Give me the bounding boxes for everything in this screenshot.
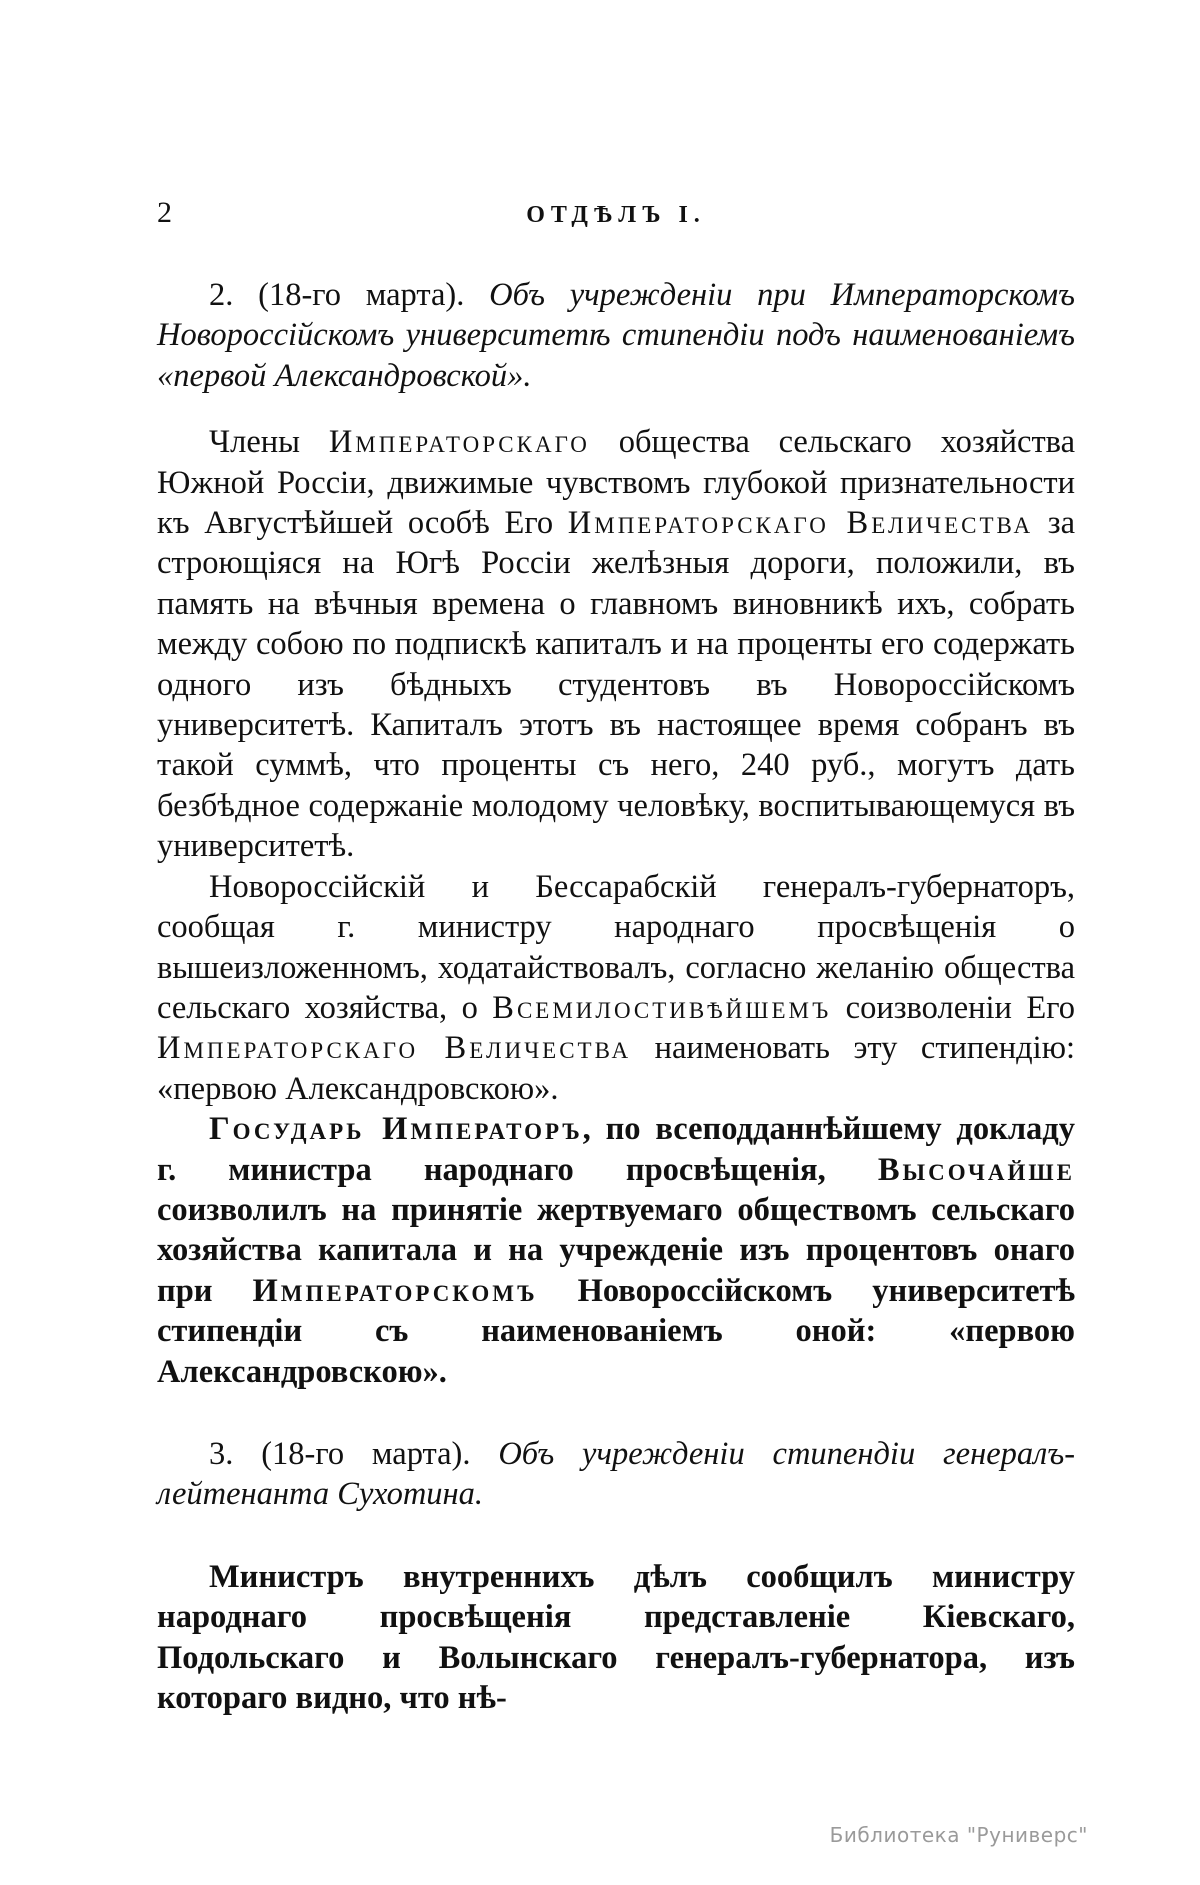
text-run: общества сельскаго хозяйства Южной Россіи, движимые чувствомъ глубокой признательности къ Августѣйшей особѣ Его [157,424,1075,542]
spaced-text-run: Всемилостивѣйшемъ [492,989,832,1026]
section-2-paragraph-3 [157,1109,1075,1392]
section-2-paragraph-2 [157,867,1075,1109]
spaced-text-run: Императорскаго Величества [567,505,1034,542]
text-run: наименовать эту стипендію: «первою Александровскою». [157,1030,1076,1107]
spaced-text-run: Императорскомъ [252,1272,538,1309]
text-run: Новороссійскій и Бессарабскій генералъ-губернаторъ, сообщая г. министру народнаго просвѣщенія о вышеизложенномъ, ходатайствовалъ, согласно желанію общества сельскаго хозяйства, о [157,868,1075,1026]
text-run: Новороссійскомъ университетѣ стипендіи съ наименованіемъ оной: «первою Александровскою». [157,1272,1075,1390]
text-run: соизволилъ на принятіе жертвуемаго обществомъ сельскаго хозяйства капитала и на учрежденіе изъ процентовъ онаго при [157,1191,1075,1309]
page-header [157,196,1075,240]
section-3-number: 3. (18-го марта). [209,1435,471,1472]
library-watermark: Библиотека "Руниверс" [829,1823,1088,1847]
spaced-text-run: Императорскаго [328,424,590,461]
spaced-text-run: Императорскаго Величества [157,1030,632,1067]
text-run: за строющіяся на Югѣ Россіи желѣзныя дороги, положили, въ память на вѣчныя времена о главномъ виновникѣ ихъ, собрать между собою по подпискѣ капиталъ и на проценты его содержать одного изъ бѣдныхъ студентовъ въ Новороссійскомъ университетѣ. Капиталъ этотъ въ настоящее время собранъ въ такой суммѣ, что проценты съ него, 240 руб., могутъ дать безбѣдное содержаніе молодому человѣку, воспитывающемуся въ университетѣ. [157,505,1076,865]
spaced-text-run: Государь Императоръ [209,1111,583,1148]
section-3-paragraph-1: Министръ внутреннихъ дѣлъ сообщилъ министру народнаго просвѣщенія представленіе Кіевскаго, Подольскаго и Волынскаго генералъ-губернатора, изъ котораго видно, что нѣ- [157,1558,1075,1716]
text-run: , по всеподданнѣйшему докладу г. министра народнаго просвѣщенія, [157,1111,1075,1188]
text-run: Члены [209,424,329,461]
body-text [157,275,1075,1718]
section-2-heading [157,275,1075,396]
page-number: 2 [157,196,172,229]
section-3-heading [157,1434,1075,1515]
section-2-number: 2. (18-го марта). [209,277,465,313]
spaced-text-run: Высочайше [877,1151,1075,1188]
text-run: соизволеніи Его [831,989,1075,1026]
section-3-title: Объ учрежденіи стипендіи генералъ-лейтенанта Сухотина. [157,1435,1076,1513]
running-head: ОТДѢЛЪ I. [526,202,706,228]
section-2-title: Объ учрежденіи при Императорскомъ Новороссійскомъ университетѣ стипендіи подъ наименованіемъ «первой Александровской». [157,277,1076,394]
section-2-paragraph-1 [157,422,1075,866]
